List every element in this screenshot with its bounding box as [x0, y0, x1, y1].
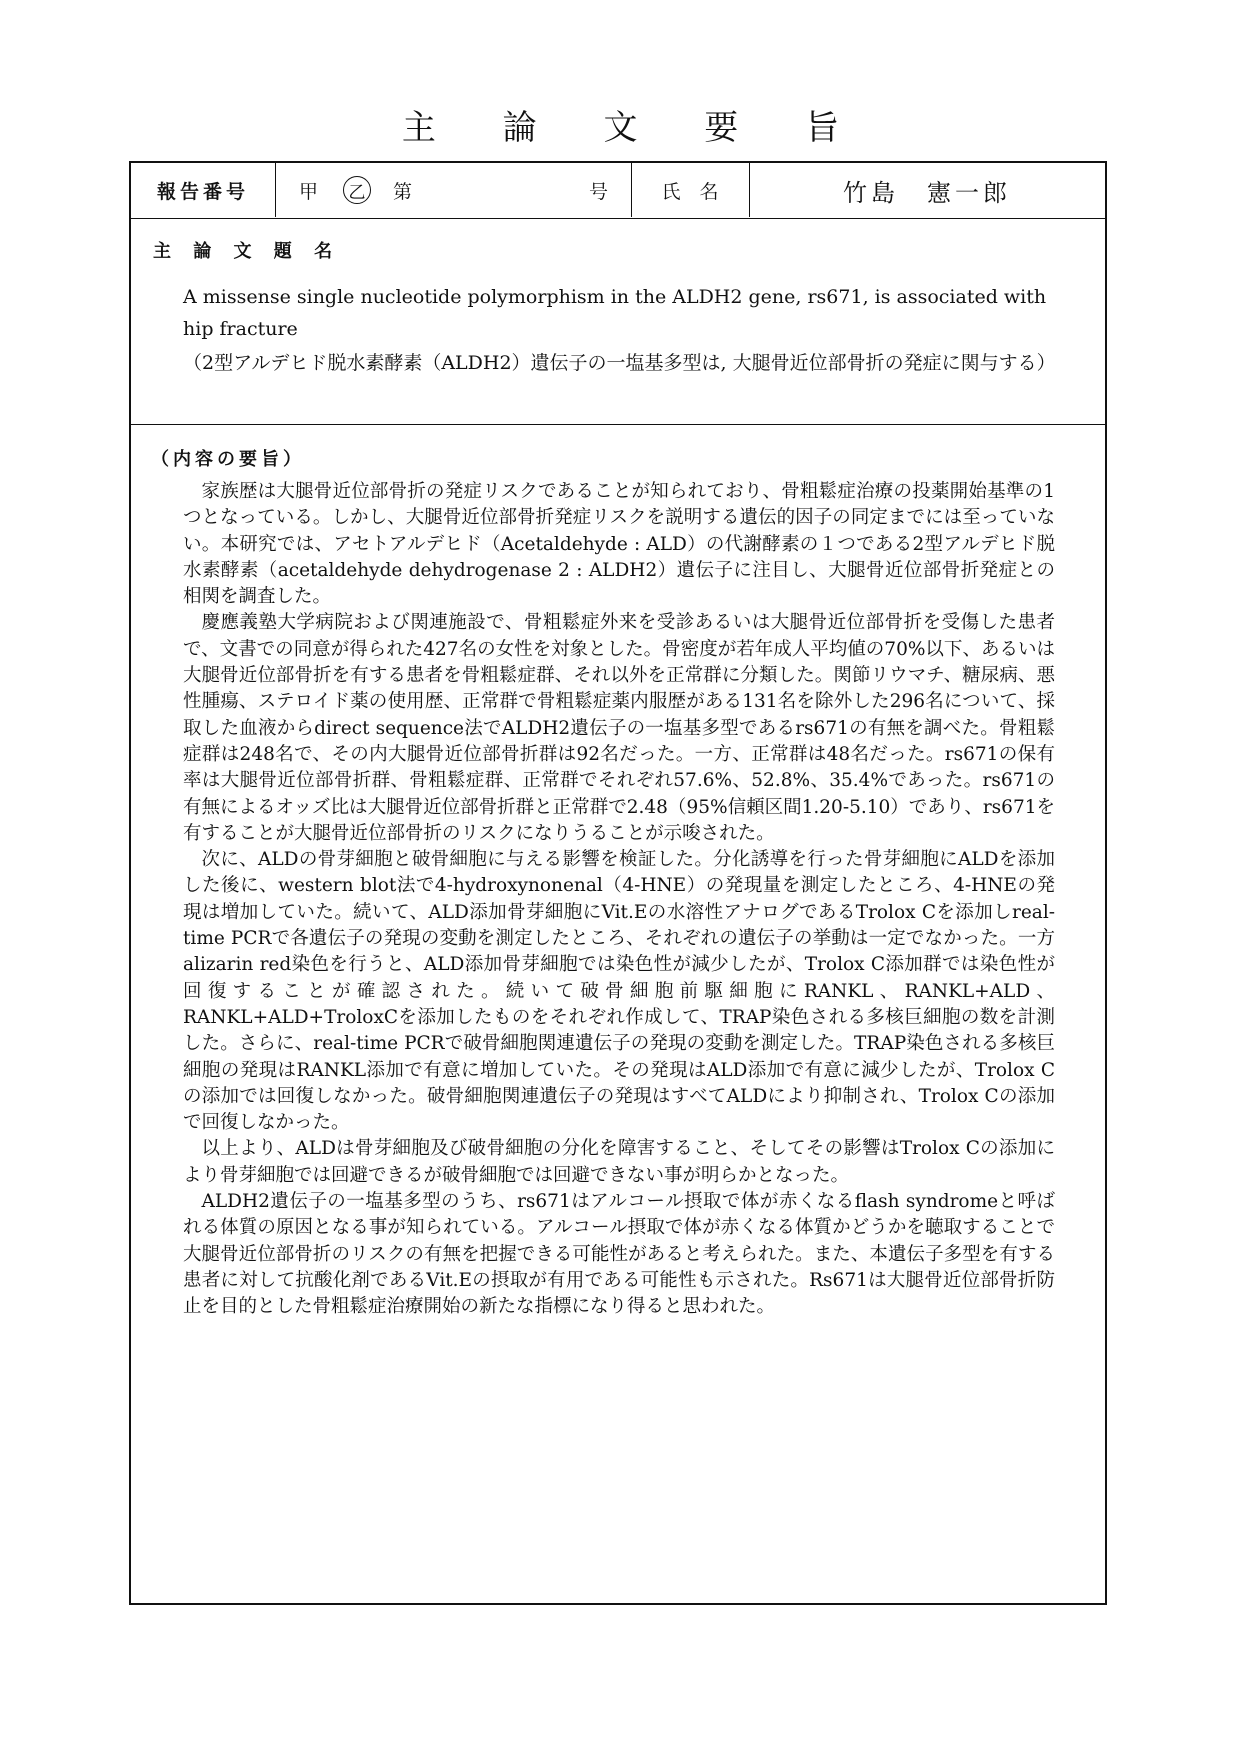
thesis-title-label: 主 論 文 題 名 [153, 241, 341, 262]
summary-paragraph: 以上より、ALDは骨芽細胞及び破骨細胞の分化を障害すること、そしてその影響はTrolox Cの添加により骨芽細胞では回避できるが破骨細胞では回避できない事が明らかとなった。 [183, 1138, 1055, 1186]
summary-label: （内容の要旨） [151, 449, 305, 470]
summary-paragraph: 家族歴は大腿骨近位部骨折の発症リスクであることが知られており、骨粗鬆症治療の投薬開始基準の1つとなっている。しかし、大腿骨近位部骨折発症リスクを説明する遺伝的因子の同定までには至っていない。本研究では、アセトアルデヒド（Acetaldehyde : ALD）の代謝酵素の１つである2型アルデヒド脱水素酵素（acetaldehyde dehydrogenase 2 : ALDH2）遺伝子に注目し、大腿骨近位部骨折発症との相関を調査した。 [183, 481, 1055, 608]
summary-paragraph: 次に、ALDの骨芽細胞と破骨細胞に与える影響を検証した。分化誘導を行った骨芽細胞にALDを添加した後に、western blot法で4-hydroxynonenal（4-HNE）の発現量を測定したところ、4-HNEの発現は増加していた。続いて、ALD添加骨芽細胞にVit.Eの水溶性アナログであるTrolox Cを添加しreal-time PCRで各遺伝子の発現の変動を測定したところ、それぞれの遺伝子の挙動は一定でなかった。一方alizarin red染色を行うと、ALD添加骨芽細胞では染色性が減少したが、Trolox C添加群では染色性が回復することが確認された。続いて破骨細胞前駆細胞にRANKL、RANKL+ALD、RANKL+ALD+TroloxCを添加したものをそれぞれ作成して、TRAP染色される多核巨細胞の数を計測した。さらに、real-time PCRで破骨細胞関連遺伝子の発現の変動を測定した。TRAP染色される多核巨細胞の発現はRANKL添加で有意に増加していた。その発現はALD添加で有意に減少したが、Trolox Cの添加では回復しなかった。破骨細胞関連遺伝子の発現はすべてALDにより抑制され、Trolox Cの添加で回復しなかった。 [183, 849, 1055, 1134]
author-name: 竹島 憲一郎 [843, 178, 1011, 207]
summary-body [183, 479, 1055, 1321]
otsu-circled-mark: 乙 [343, 176, 371, 204]
report-number-label: 報告番号 [156, 180, 249, 203]
kou-mark: 甲 [299, 180, 319, 203]
form-frame [129, 161, 1107, 1605]
name-label: 氏 名 [661, 180, 719, 203]
summary-paragraph: ALDH2遺伝子の一塩基多型のうち、rs671はアルコール摂取で体が赤くなるflash syndromeと呼ばれる体質の原因となる事が知られている。アルコール摂取で体が赤くなる体質かどうかを聴取することで大腿骨近位部骨折のリスクの有無を把握できる可能性があると考えられた。また、本遺伝子多型を有する患者に対して抗酸化剤であるVit.Eの摂取が有用である可能性も示された。Rs671は大腿骨近位部骨折防止を目的とした骨粗鬆症治療開始の新たな指標になり得ると思われた。 [183, 1191, 1055, 1318]
document-title: 主 論 文 要 旨 [401, 108, 868, 148]
japanese-title: （2型アルデヒド脱水素酵素（ALDH2）遺伝子の一塩基多型は, 大腿骨近位部骨折の発症に関与する） [183, 352, 1056, 374]
gou-mark: 号 [589, 180, 609, 203]
header-row [131, 163, 1105, 219]
thesis-title-section [131, 219, 1105, 425]
divider [275, 163, 276, 217]
summary-paragraph: 慶應義塾大学病院および関連施設で、骨粗鬆症外来を受診あるいは大腿骨近位部骨折を受傷した患者で、文書での同意が得られた427名の女性を対象とした。骨密度が若年成人平均値の70%以下、あるいは大腿骨近位部骨折を有する患者を骨粗鬆症群、それ以外を正常群に分類した。関節リウマチ、糖尿病、悪性腫瘍、ステロイド薬の使用歴、正常群で骨粗鬆症薬内服歴がある131名を除外した296名について、採取した血液からdirect sequence法でALDH2遺伝子の一塩基多型であるrs671の有無を調べた。骨粗鬆症群は248名で、その内大腿骨近位部骨折群は92名だった。一方、正常群は48名だった。rs671の保有率は大腿骨近位部骨折群、骨粗鬆症群、正常群でそれぞれ57.6%、52.8%、35.4%であった。rs671の有無によるオッズ比は大腿骨近位部骨折群と正常群で2.48（95%信頼区間1.20-5.10）であり、rs671を有することが大腿骨近位部骨折のリスクになりうることが示唆された。 [183, 612, 1055, 844]
dai-mark: 第 [393, 180, 413, 203]
english-title: A missense single nucleotide polymorphism in the ALDH2 gene, rs671, is associated with hip fracture [183, 286, 1047, 340]
